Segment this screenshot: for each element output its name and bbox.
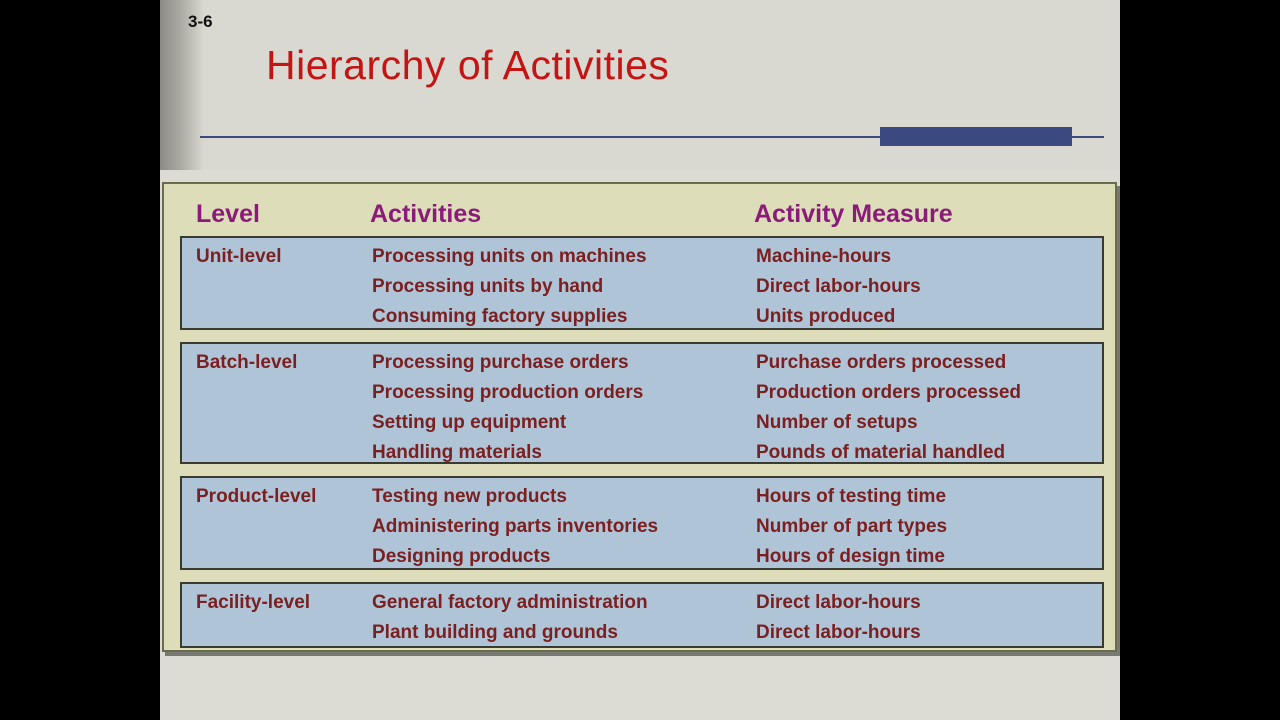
cell-measure: Units produced <box>756 306 896 327</box>
letterbox-left <box>0 0 160 720</box>
cell-measure: Direct labor-hours <box>756 592 921 613</box>
column-header-measure: Activity Measure <box>754 200 953 228</box>
column-header-level: Level <box>196 200 260 228</box>
cell-measure: Hours of testing time <box>756 486 947 507</box>
group-level-label: Batch-level <box>196 352 298 373</box>
cell-activity: General factory administration <box>372 592 648 613</box>
table-row <box>182 268 1102 298</box>
table-row <box>182 238 1102 268</box>
table-group <box>180 476 1104 570</box>
table-row <box>182 298 1102 328</box>
cell-measure: Production orders processed <box>756 382 1022 403</box>
cell-measure: Number of part types <box>756 516 948 537</box>
table-row <box>182 404 1102 434</box>
table-row <box>182 538 1102 568</box>
cell-activity: Designing products <box>372 546 551 567</box>
cell-measure: Number of setups <box>756 412 918 433</box>
cell-activity: Processing production orders <box>372 382 644 403</box>
table-row <box>182 508 1102 538</box>
table-group <box>180 582 1104 648</box>
slide-footer <box>160 658 1120 720</box>
cell-activity: Consuming factory supplies <box>372 306 628 327</box>
column-header-activities: Activities <box>370 200 482 228</box>
cell-activity: Administering parts inventories <box>372 516 659 537</box>
table-row <box>182 344 1102 374</box>
table-row <box>182 584 1102 614</box>
letterbox-right <box>1120 0 1280 720</box>
cell-activity: Processing units by hand <box>372 276 604 297</box>
page-title: Hierarchy of Activities <box>266 42 670 88</box>
cell-activity: Plant building and grounds <box>372 622 618 643</box>
table-group <box>180 236 1104 330</box>
table-row <box>182 434 1102 464</box>
cell-activity: Processing units on machines <box>372 246 647 267</box>
cell-activity: Processing purchase orders <box>372 352 629 373</box>
cell-measure: Direct labor-hours <box>756 276 921 297</box>
group-level-label: Facility-level <box>196 592 311 613</box>
cell-activity: Handling materials <box>372 442 542 463</box>
header-accent-block <box>880 127 1072 146</box>
group-level-label: Unit-level <box>196 246 282 267</box>
cell-activity: Testing new products <box>372 486 567 507</box>
table-row <box>182 614 1102 644</box>
table-row <box>182 478 1102 508</box>
activities-table-panel <box>162 182 1117 652</box>
table-group <box>180 342 1104 464</box>
cell-measure: Machine-hours <box>756 246 892 267</box>
slide-number: 3-6 <box>188 12 213 31</box>
cell-measure: Purchase orders processed <box>756 352 1007 373</box>
cell-measure: Pounds of material handled <box>756 442 1006 463</box>
cell-activity: Setting up equipment <box>372 412 567 433</box>
cell-measure: Hours of design time <box>756 546 945 567</box>
group-level-label: Product-level <box>196 486 317 507</box>
cell-measure: Direct labor-hours <box>756 622 921 643</box>
table-row <box>182 374 1102 404</box>
